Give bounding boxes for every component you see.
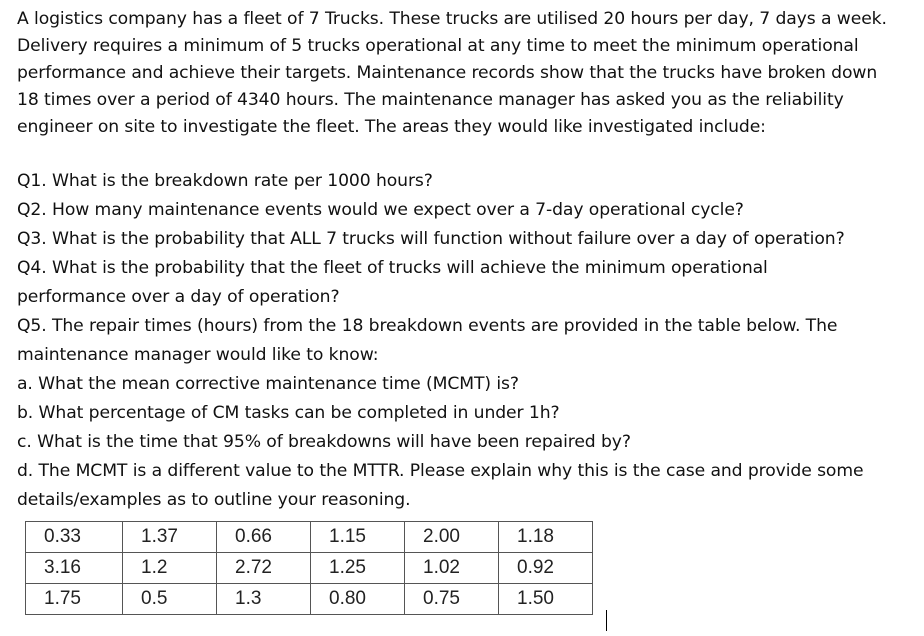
table-row xyxy=(26,553,593,584)
table-cell: 0.92 xyxy=(499,553,593,584)
table-cell: 0.33 xyxy=(26,522,123,553)
table-row xyxy=(26,584,593,615)
table-cell: 0.75 xyxy=(405,584,499,615)
table-cell: 1.18 xyxy=(499,522,593,553)
question-q5c: c. What is the time that 95% of breakdowns will have been repaired by? xyxy=(17,432,631,452)
table-cell: 0.66 xyxy=(217,522,311,553)
table-cell: 1.37 xyxy=(123,522,217,553)
question-q3: Q3. What is the probability that ALL 7 trucks will function without failure over a day of operation? xyxy=(17,229,845,249)
table-cell: 2.00 xyxy=(405,522,499,553)
intro-line: performance and achieve their targets. Maintenance records show that the trucks have broken down xyxy=(17,63,878,83)
table-cell: 0.80 xyxy=(311,584,405,615)
text-cursor xyxy=(606,610,607,631)
question-q4-continued: performance over a day of operation? xyxy=(17,287,340,307)
table-cell: 1.50 xyxy=(499,584,593,615)
intro-line: engineer on site to investigate the fleet. The areas they would like investigated include: xyxy=(17,117,766,137)
question-q5b: b. What percentage of CM tasks can be completed in under 1h? xyxy=(17,403,560,423)
question-q5a: a. What the mean corrective maintenance time (MCMT) is? xyxy=(17,374,519,394)
question-q5-continued: maintenance manager would like to know: xyxy=(17,345,379,365)
table-cell: 1.75 xyxy=(26,584,123,615)
question-q2: Q2. How many maintenance events would we expect over a 7-day operational cycle? xyxy=(17,200,744,220)
table-cell: 2.72 xyxy=(217,553,311,584)
question-q5: Q5. The repair times (hours) from the 18 breakdown events are provided in the table below. The xyxy=(17,316,838,336)
question-list xyxy=(17,167,917,515)
question-q4: Q4. What is the probability that the fleet of trucks will achieve the minimum operational xyxy=(17,258,768,278)
intro-line: A logistics company has a fleet of 7 Trucks. These trucks are utilised 20 hours per day, 7 days a week. xyxy=(17,9,887,29)
table-row xyxy=(26,522,593,553)
repair-times-table xyxy=(25,521,593,615)
table-cell: 1.25 xyxy=(311,553,405,584)
table-cell: 1.15 xyxy=(311,522,405,553)
question-q5d: d. The MCMT is a different value to the MTTR. Please explain why this is the case and provide some xyxy=(17,461,864,481)
question-q1: Q1. What is the breakdown rate per 1000 hours? xyxy=(17,171,433,191)
intro-line: Delivery requires a minimum of 5 trucks operational at any time to meet the minimum operational xyxy=(17,36,859,56)
intro-paragraph xyxy=(17,6,917,141)
intro-line: 18 times over a period of 4340 hours. The maintenance manager has asked you as the reliability xyxy=(17,90,844,110)
table-cell: 3.16 xyxy=(26,553,123,584)
table-cell: 1.2 xyxy=(123,553,217,584)
table-cell: 1.02 xyxy=(405,553,499,584)
question-q5d-continued: details/examples as to outline your reasoning. xyxy=(17,490,411,510)
table-cell: 0.5 xyxy=(123,584,217,615)
table-cell: 1.3 xyxy=(217,584,311,615)
